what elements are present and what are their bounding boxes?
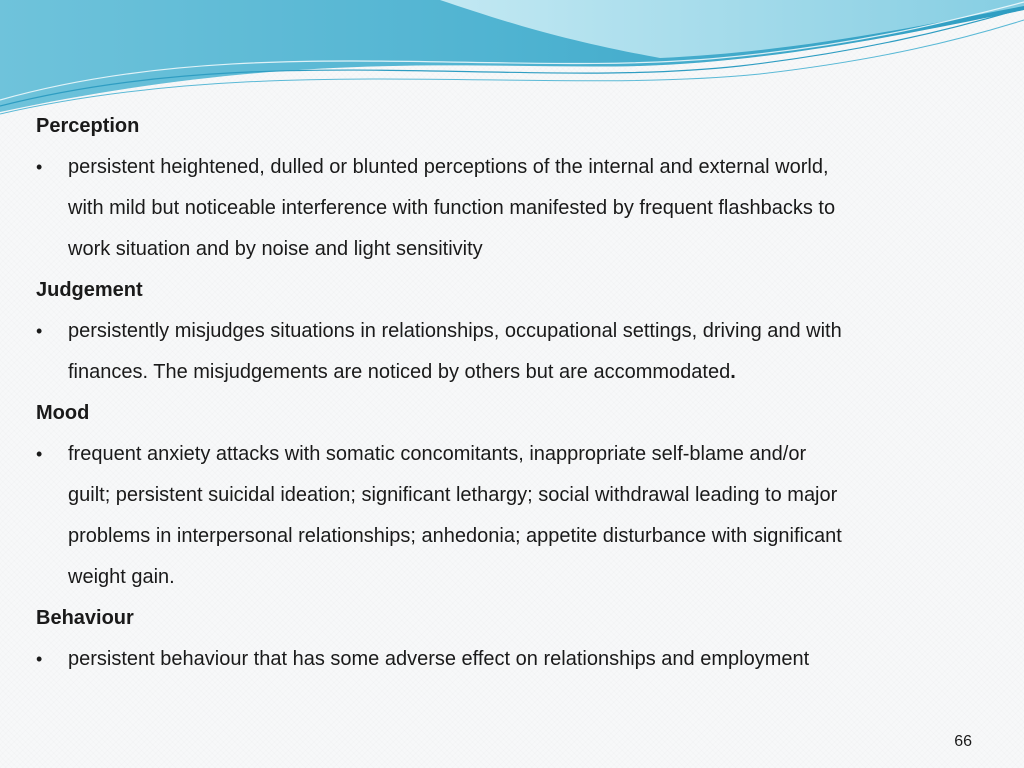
bullet-line xyxy=(68,229,996,270)
page-number: 66 xyxy=(954,733,972,750)
bullet-line-text: problems in interpersonal relationships; anhedonia; appetite disturbance with significant xyxy=(68,525,842,547)
bullet-line-text: persistent heightened, dulled or blunted perceptions of the internal and external world, xyxy=(68,156,829,178)
bullet-line xyxy=(68,516,996,557)
bullet-icon: • xyxy=(36,321,43,341)
bullet-line xyxy=(68,475,996,516)
bullet-item xyxy=(36,147,996,270)
section-heading: Mood xyxy=(36,402,90,424)
slide-content xyxy=(36,106,996,680)
bullet-item xyxy=(36,434,996,598)
header-wave-decoration xyxy=(0,0,1024,120)
bullet-line xyxy=(68,147,996,188)
bullet-line-text: guilt; persistent suicidal ideation; significant lethargy; social withdrawal leading to major xyxy=(68,484,838,506)
bullet-item xyxy=(36,311,996,393)
bullet-icon: • xyxy=(36,649,43,669)
bullet-line-text: work situation and by noise and light sensitivity xyxy=(68,238,483,260)
bullet-item xyxy=(36,639,996,680)
bullet-line-text: weight gain. xyxy=(68,566,175,588)
bullet-line-text: frequent anxiety attacks with somatic concomitants, inappropriate self-blame and/or xyxy=(68,443,807,465)
bullet-line xyxy=(68,639,996,680)
bullet-line-text: finances. The misjudgements are noticed by others but are accommodated xyxy=(68,361,731,383)
bullet-line xyxy=(68,352,996,393)
section-heading: Perception xyxy=(36,115,140,137)
bullet-line-text: persistently misjudges situations in relationships, occupational settings, driving and with xyxy=(68,320,842,342)
bullet-icon: • xyxy=(36,157,43,177)
bullet-line xyxy=(68,557,996,598)
bullet-line-text: persistent behaviour that has some adverse effect on relationships and employment xyxy=(68,648,810,670)
bullet-line xyxy=(68,188,996,229)
bullet-line xyxy=(68,311,996,352)
bullet-line-text: with mild but noticeable interference with function manifested by frequent flashbacks to xyxy=(68,197,836,219)
section-heading: Judgement xyxy=(36,279,143,301)
trailing-punctuation: . xyxy=(730,361,736,383)
bullet-line xyxy=(68,434,996,475)
section-heading: Behaviour xyxy=(36,607,134,629)
bullet-icon: • xyxy=(36,444,43,464)
